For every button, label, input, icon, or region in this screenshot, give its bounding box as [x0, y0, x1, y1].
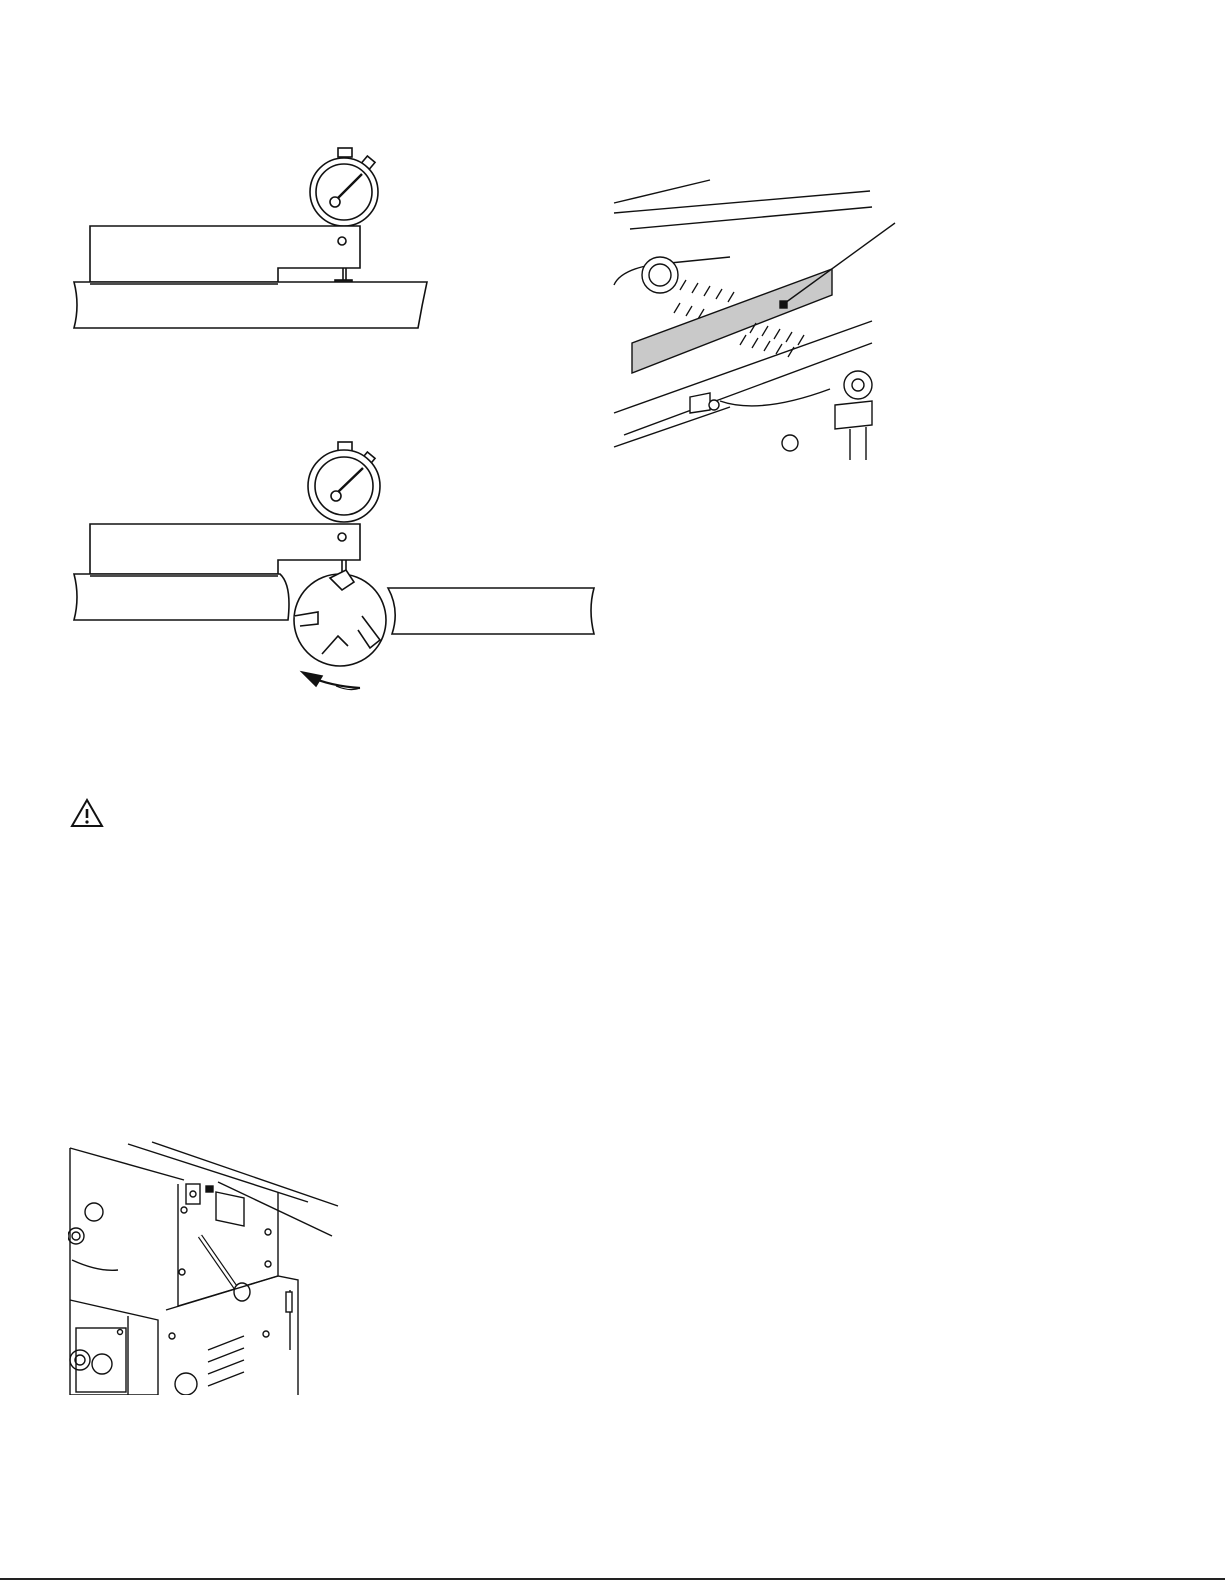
cutterhead-icon	[294, 570, 386, 666]
dial-gauge-icon	[310, 148, 378, 226]
rotation-arrow-icon	[302, 672, 360, 690]
figure-straightedge-on-rollers	[610, 175, 910, 460]
figure-cutterhead-guard-lever	[68, 1140, 348, 1395]
dial-gauge-icon	[308, 442, 380, 522]
warning-triangle-icon	[70, 798, 104, 828]
figure-dial-indicator-on-table	[60, 140, 440, 340]
figure-dial-indicator-over-cutterhead	[60, 440, 620, 710]
page-bottom-rule	[0, 1578, 1225, 1580]
